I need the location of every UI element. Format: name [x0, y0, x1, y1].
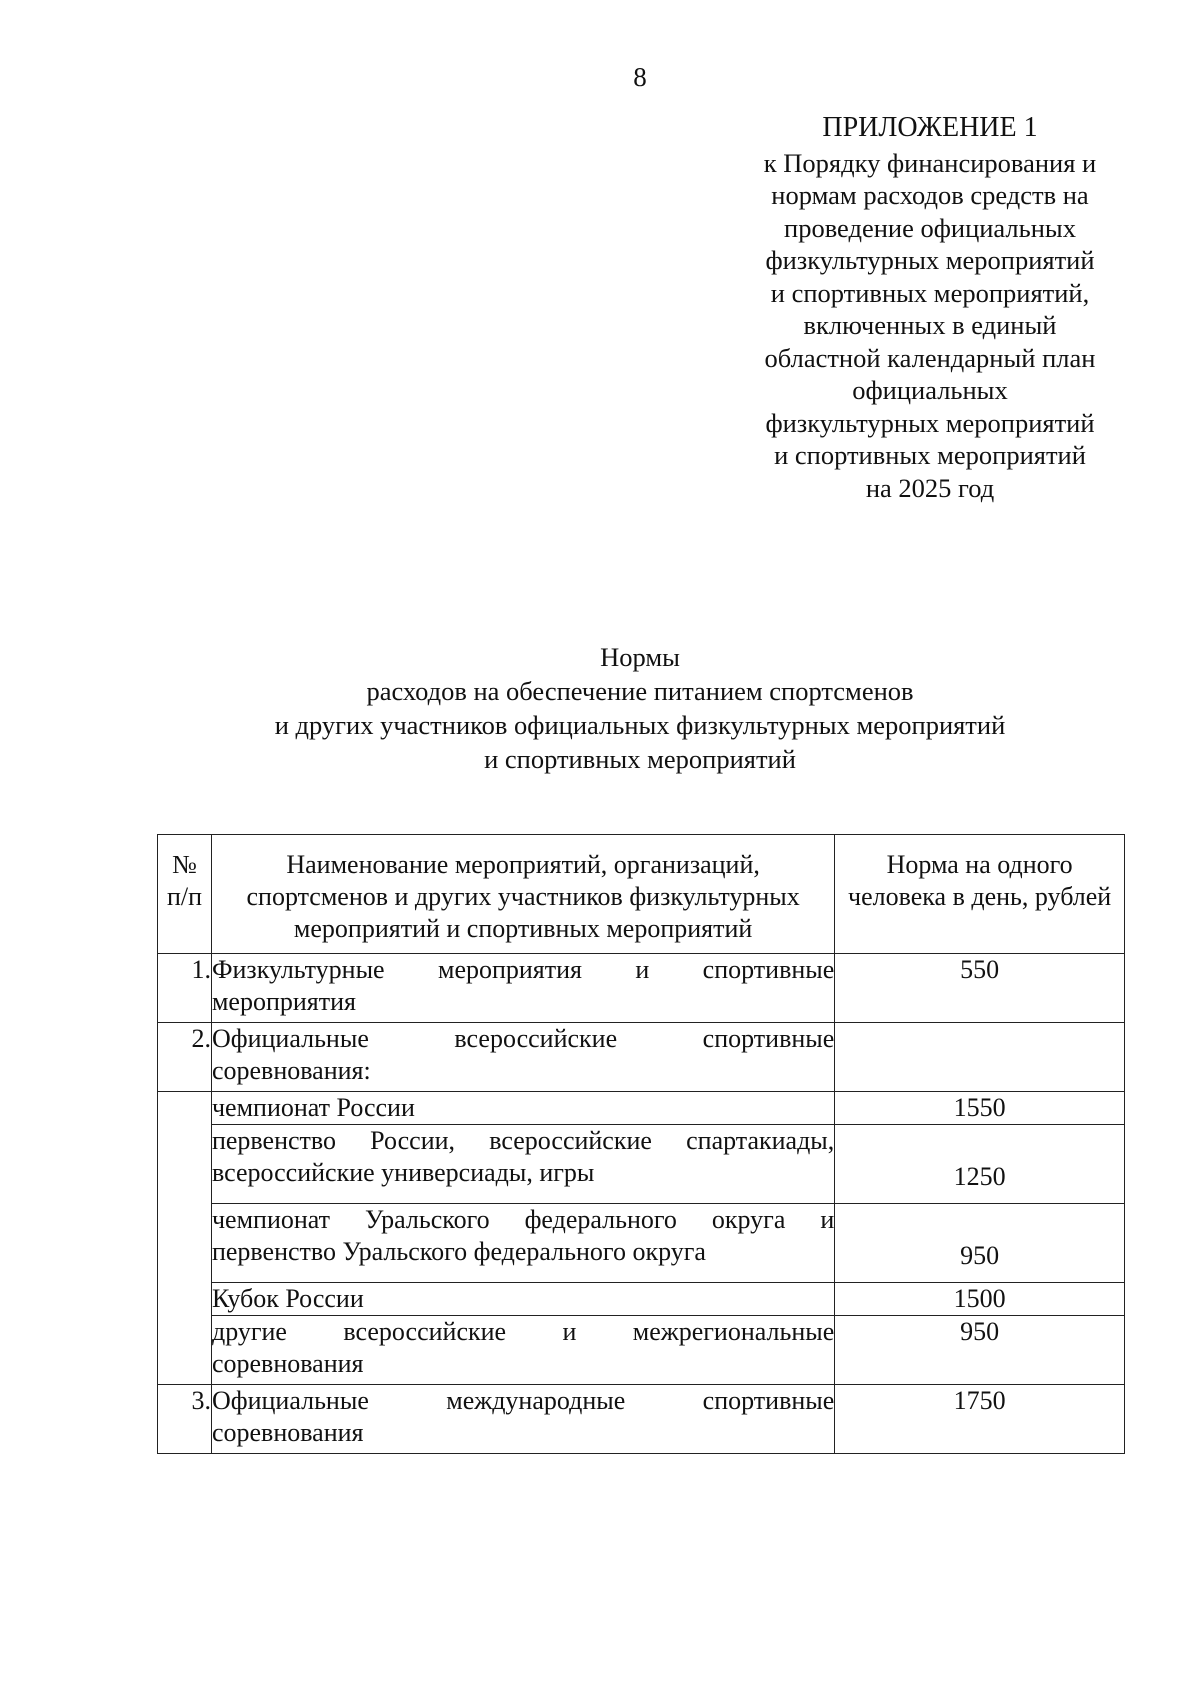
row-name: другие всероссийские и межрегиональные соревнования	[211, 1316, 834, 1385]
row-num: 3.	[158, 1385, 212, 1454]
appendix-line: физкультурных мероприятий	[765, 407, 1095, 438]
row-name: Официальные всероссийские спортивные соревнования:	[211, 1023, 834, 1092]
appendix-line: проведение официальных	[784, 212, 1076, 243]
row-num	[158, 1204, 212, 1283]
table-row	[158, 1023, 1125, 1092]
table-header-row	[158, 835, 1125, 954]
row-num: 2.	[158, 1023, 212, 1092]
row-name: чемпионат Уральского федерального округа и первенство Уральского федерального округа	[211, 1204, 834, 1283]
appendix-line: нормам расходов средств на	[771, 180, 1089, 210]
table-row	[158, 1125, 1125, 1204]
table-row	[158, 1283, 1125, 1316]
title-heading: Нормы	[600, 642, 680, 672]
title-line: расходов на обеспечение питанием спортсменов	[366, 676, 914, 706]
appendix-line: физкультурных мероприятий	[765, 245, 1095, 275]
row-norm	[835, 1023, 1125, 1092]
row-num	[158, 1125, 212, 1204]
row-norm: 1500	[835, 1283, 1125, 1316]
row-name: Официальные международные спортивные соревнования	[211, 1385, 834, 1454]
row-num	[158, 1092, 212, 1125]
norms-table	[157, 834, 1125, 1454]
row-name: Физкультурные мероприятия и спортивные мероприятия	[211, 954, 834, 1023]
title-line: и спортивных мероприятий	[484, 744, 796, 774]
row-name: чемпионат России	[211, 1092, 834, 1125]
appendix-line: официальных	[852, 375, 1008, 405]
header-norm: Норма на одного человека в день, рублей	[835, 835, 1125, 954]
page-number: 8	[633, 62, 647, 92]
appendix-line: областной календарный план	[764, 342, 1096, 373]
table-row	[158, 954, 1125, 1023]
header-num: № п/п	[158, 835, 212, 954]
row-norm: 1750	[835, 1385, 1125, 1454]
appendix-line: и спортивных мероприятий	[774, 440, 1086, 470]
table-row	[158, 1092, 1125, 1125]
row-num: 1.	[158, 954, 212, 1023]
appendix-block	[740, 112, 1120, 504]
table-row	[158, 1385, 1125, 1454]
row-num	[158, 1283, 212, 1316]
title-line: и других участников официальных физкультурных мероприятий	[274, 710, 1006, 740]
table-row	[158, 1204, 1125, 1283]
appendix-title: ПРИЛОЖЕНИЕ 1	[822, 112, 1038, 143]
header-name: Наименование мероприятий, организаций, спортсменов и других участников физкультурных мероприятий и спортивных мероприятий	[211, 835, 834, 954]
table-row	[158, 1316, 1125, 1385]
appendix-line: и спортивных мероприятий,	[770, 277, 1090, 308]
appendix-line: включенных в единый	[803, 310, 1057, 340]
row-norm: 1250	[835, 1125, 1125, 1204]
row-norm: 950	[835, 1204, 1125, 1283]
appendix-line: к Порядку финансирования и	[763, 147, 1097, 178]
row-norm: 1550	[835, 1092, 1125, 1125]
appendix-line: на 2025 год	[865, 472, 995, 503]
document-title	[150, 640, 1130, 776]
row-num	[158, 1316, 212, 1385]
row-name: первенство России, всероссийские спартакиады, всероссийские универсиады, игры	[211, 1125, 834, 1204]
row-name: Кубок России	[211, 1283, 834, 1316]
row-norm: 950	[835, 1316, 1125, 1385]
row-norm: 550	[835, 954, 1125, 1023]
